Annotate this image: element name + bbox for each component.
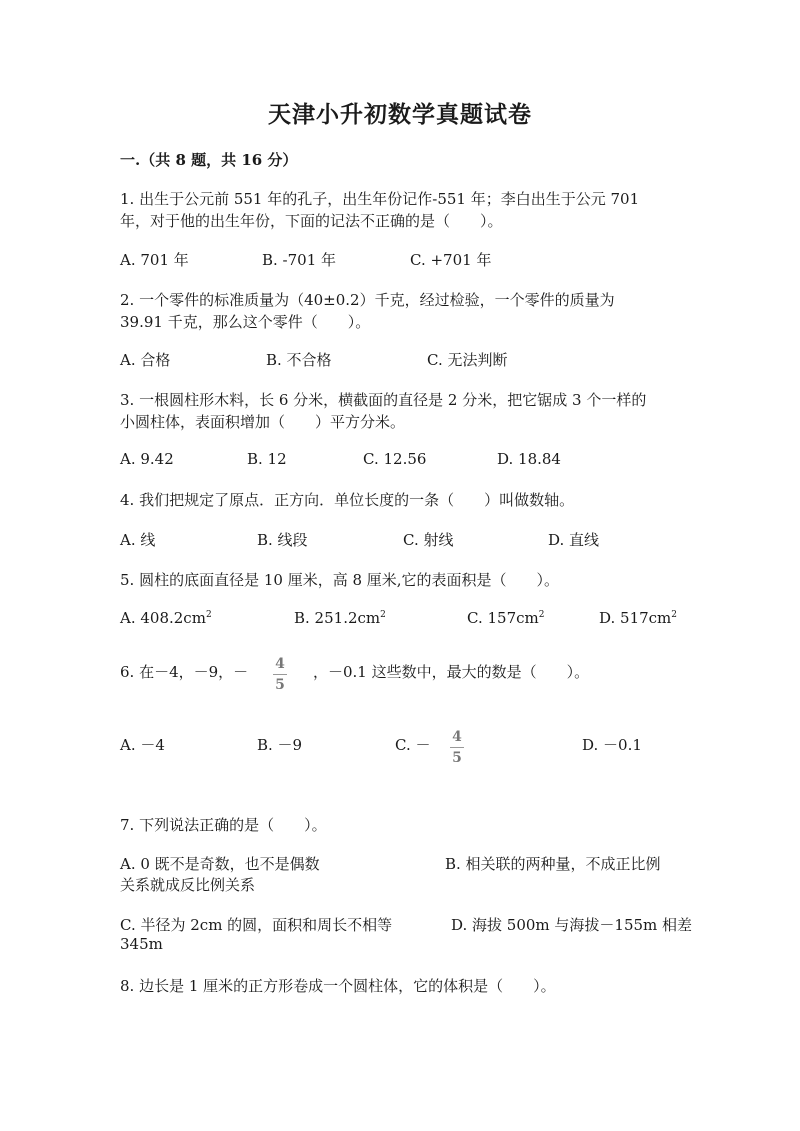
- question-1-line-1: 1. 出生于公元前 551 年的孔子，出生年份记作-551 年；李白出生于公元 701: [120, 190, 640, 208]
- question-3-line-1: 3. 一根圆柱形木料，长 6 分米，横截面的直径是 2 分米，把它锯成 3 个一样的: [120, 391, 647, 409]
- question-2-option-b: B. 不合格: [266, 351, 332, 369]
- question-1-option-a: A. 701 年: [120, 251, 189, 269]
- question-3-option-a: A. 9.42: [120, 450, 174, 468]
- question-4-line-1: 4. 我们把规定了原点．正方向．单位长度的一条（ ）叫做数轴。: [120, 491, 575, 509]
- question-6-line-1-suffix: ，－0.1 这些数中，最大的数是（ ）。: [313, 663, 590, 681]
- question-3-line-2: 小圆柱体，表面积增加（ ）平方分米。: [120, 413, 406, 431]
- fraction-bar: [450, 747, 464, 748]
- fraction-four-fifths: [273, 657, 287, 692]
- question-5-option-a: A. $408.2cm^2$: [120, 609, 212, 627]
- fraction-denominator: 5: [275, 677, 285, 693]
- question-5-option-c: C. $157cm^2$: [467, 609, 545, 627]
- question-2-line-2: 39.91 千克，那么这个零件（ ）。: [120, 313, 371, 331]
- question-1-option-c: C. +701 年: [410, 251, 492, 269]
- question-2-option-c: C. 无法判断: [427, 351, 508, 369]
- question-6-line-1-prefix: 6. 在－4，－9，－: [120, 663, 249, 681]
- question-7-option-b-continued: 关系就成反比例关系: [120, 876, 256, 894]
- question-3-option-b: B. 12: [247, 450, 287, 468]
- question-5-line-1: 5. 圆柱的底面直径是 10 厘米，高 8 厘米,它的表面积是（ ）。: [120, 571, 560, 589]
- question-6-option-b: B. －9: [257, 736, 303, 754]
- question-3-option-d: D. 18.84: [497, 450, 561, 468]
- question-7-line-1: 7. 下列说法正确的是（ ）。: [120, 816, 327, 834]
- fraction-four-fifths-option-c: [450, 730, 464, 765]
- fraction-numerator: 4: [275, 656, 285, 672]
- question-4-option-b: B. 线段: [257, 531, 308, 549]
- question-4-option-d: D. 直线: [548, 531, 600, 549]
- fraction-bar: [273, 674, 287, 675]
- question-8-line-1: 8. 边长是 1 厘米的正方形卷成一个圆柱体，它的体积是（ ）。: [120, 977, 556, 995]
- question-7-option-d-continued: 345m: [120, 935, 163, 953]
- question-2-line-1: 2. 一个零件的标准质量为（40±0.2）千克，经过检验，一个零件的质量为: [120, 291, 615, 309]
- question-2-option-a: A. 合格: [120, 351, 171, 369]
- question-5-option-d: D. $517cm^2$: [599, 609, 678, 627]
- question-7-option-a: A. 0 既不是奇数，也不是偶数: [120, 855, 320, 873]
- question-6-option-c: C. －: [395, 736, 431, 754]
- question-4-option-a: A. 线: [120, 531, 156, 549]
- question-1-option-b: B. -701 年: [262, 251, 337, 269]
- fraction-numerator: 4: [452, 729, 462, 745]
- question-7-option-c: C. 半径为 2cm 的圆，面积和周长不相等: [120, 916, 393, 934]
- question-4-option-c: C. 射线: [403, 531, 454, 549]
- question-7-option-d: D. 海拔 500m 与海拔－155m 相差: [451, 916, 693, 934]
- section-heading: 一.（共 8 题，共 16 分）: [120, 151, 298, 169]
- question-5-option-b: B. $251.2cm^2$: [294, 609, 386, 627]
- question-6-option-d: D. －0.1: [582, 736, 642, 754]
- question-1-line-2: 年，对于他的出生年份，下面的记法不正确的是（ ）。: [120, 212, 503, 230]
- page-title: 天津小升初数学真题试卷: [268, 101, 532, 128]
- question-6-option-a: A. －4: [120, 736, 165, 754]
- fraction-denominator: 5: [452, 750, 462, 766]
- question-7-option-b: B. 相关联的两种量，不成正比例: [445, 855, 661, 873]
- question-3-option-c: C. 12.56: [363, 450, 427, 468]
